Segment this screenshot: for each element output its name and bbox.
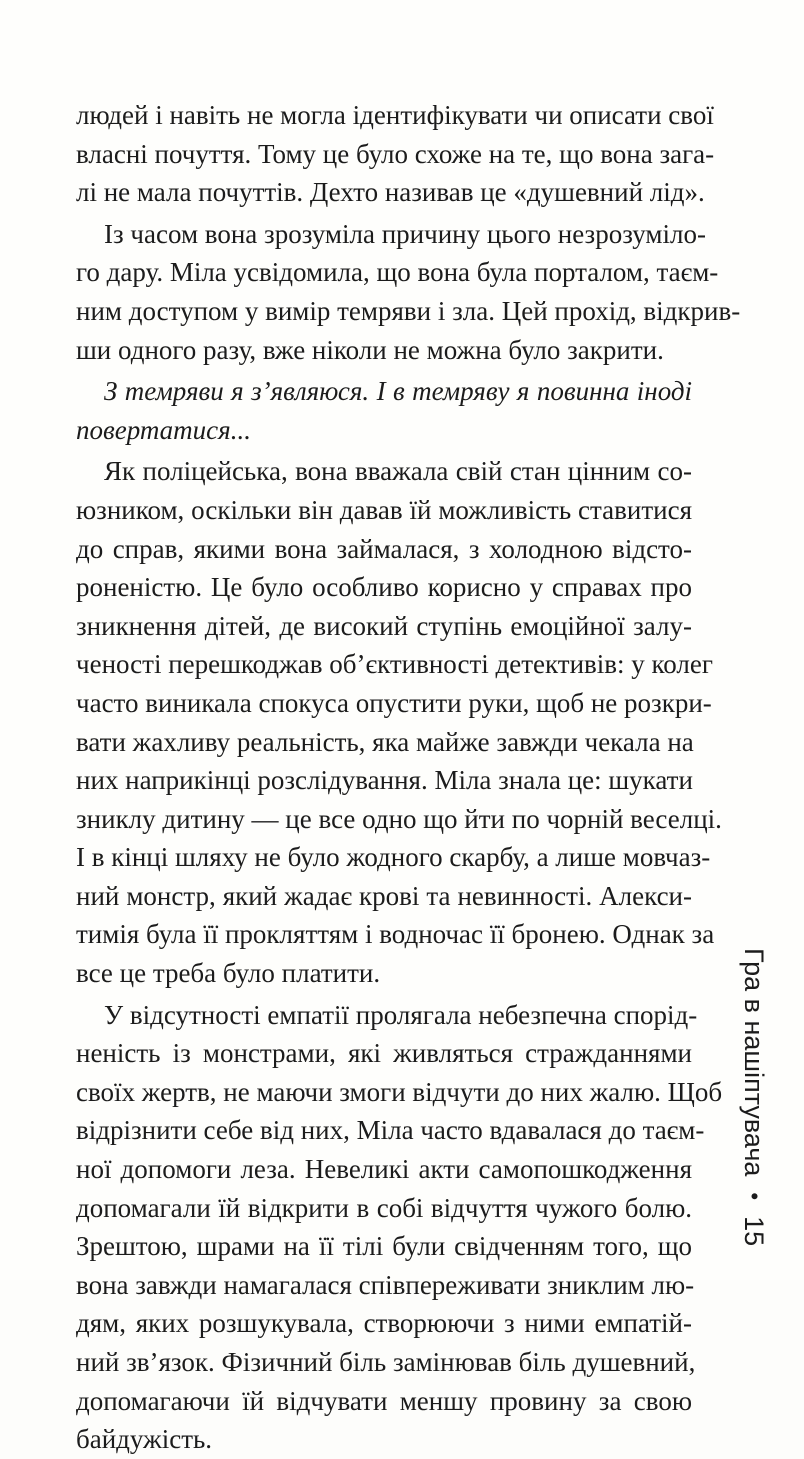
text-line: своїх жертв, не маючи змоги відчути до них жалю. Щоб xyxy=(76,1076,723,1107)
text-line: дям, яких розшукувала, створюючи з ними емпатій- xyxy=(76,1308,692,1339)
text-line: вати жахливу реальність, яка майже завжди чекала на xyxy=(76,726,694,757)
book-title: Гра в нашіптувача xyxy=(739,948,770,1177)
text-line: тимія була її прокляттям і водночас її бронею. Однак за xyxy=(76,919,715,950)
text-line: до справ, якими вона займалася, з холодною відсто- xyxy=(76,533,692,564)
text-line: ний монстр, який жадає крові та невинності. Алекси- xyxy=(76,880,692,911)
text-line: лі не мала почуттів. Дехто називав це «душевний лід». xyxy=(76,177,705,208)
text-line: вона завжди намагалася співпереживати зниклим лю- xyxy=(76,1269,695,1300)
text-line: роненістю. Це було особливо корисно у справах про xyxy=(76,572,692,603)
text-line: неність із монстрами, які живляться стражданнями xyxy=(76,1038,692,1069)
paragraph-start: У відсутності емпатії пролягала небезпечна спорід- xyxy=(104,999,698,1030)
italic-quote: З темряви я з’являюся. І в темряву я повинна іноді xyxy=(104,376,692,407)
text-line: все це треба було платити. xyxy=(76,958,381,989)
text-line: відрізнити себе від них, Міла часто вдавалася до таєм- xyxy=(76,1115,705,1146)
body-text xyxy=(76,96,741,1459)
text-line: зникнення дітей, де високий ступінь емоційної залу- xyxy=(76,610,692,641)
text-line: ши одного разу, вже ніколи не можна було закрити. xyxy=(76,334,664,365)
paragraph-start: Із часом вона зрозуміла причину цього незрозуміло- xyxy=(104,218,706,249)
text-line: допомагали їй відкрити в собі відчуття чужого болю. xyxy=(76,1192,692,1223)
text-line: І в кінці шляху не було жодного скарбу, а лише мовчаз- xyxy=(76,842,711,873)
text-line: часто виникала спокуса опустити руки, щоб не розкри- xyxy=(76,687,712,718)
text-line: людей і навіть не могла ідентифікувати чи описати свої xyxy=(76,100,714,130)
text-line: байдужість. xyxy=(76,1424,213,1455)
text-line: допомагаючи їй відчувати меншу провину за свою xyxy=(76,1385,692,1416)
text-line: ної допомоги леза. Невеликі акти самопошкодження xyxy=(76,1154,692,1185)
text-line: ний зв’язок. Фізичний біль замінював біль душевний, xyxy=(76,1347,696,1377)
italic-quote: повертатися... xyxy=(76,414,251,445)
text-line: ченості перешкоджав об’єктивності детективів: у колег xyxy=(76,649,713,680)
bullet-separator: • xyxy=(742,1192,767,1201)
text-line: ним доступом у вимір темряви і зла. Цей прохід, відкрив- xyxy=(76,295,741,326)
text-line: зниклу дитину — це все одно що йти по чорній веселці. xyxy=(76,803,722,834)
text-line: го дару. Міла усвідомила, що вона була порталом, таєм- xyxy=(76,257,719,288)
paragraph-start: Як поліцейська, вона вважала свій стан цінним со- xyxy=(104,456,692,487)
text-line: юзником, оскільки він давав їй можливість ставитися xyxy=(76,494,692,525)
running-header xyxy=(732,948,776,1247)
text-line: власні почуття. Тому це було схоже на те, що вона зага- xyxy=(76,138,715,169)
page-number: 15 xyxy=(739,1216,770,1247)
text-line: Зрештою, шрами на її тілі були свідченням того, що xyxy=(76,1231,692,1262)
text-line: них наприкінці розслідування. Міла знала це: шукати xyxy=(76,765,693,796)
